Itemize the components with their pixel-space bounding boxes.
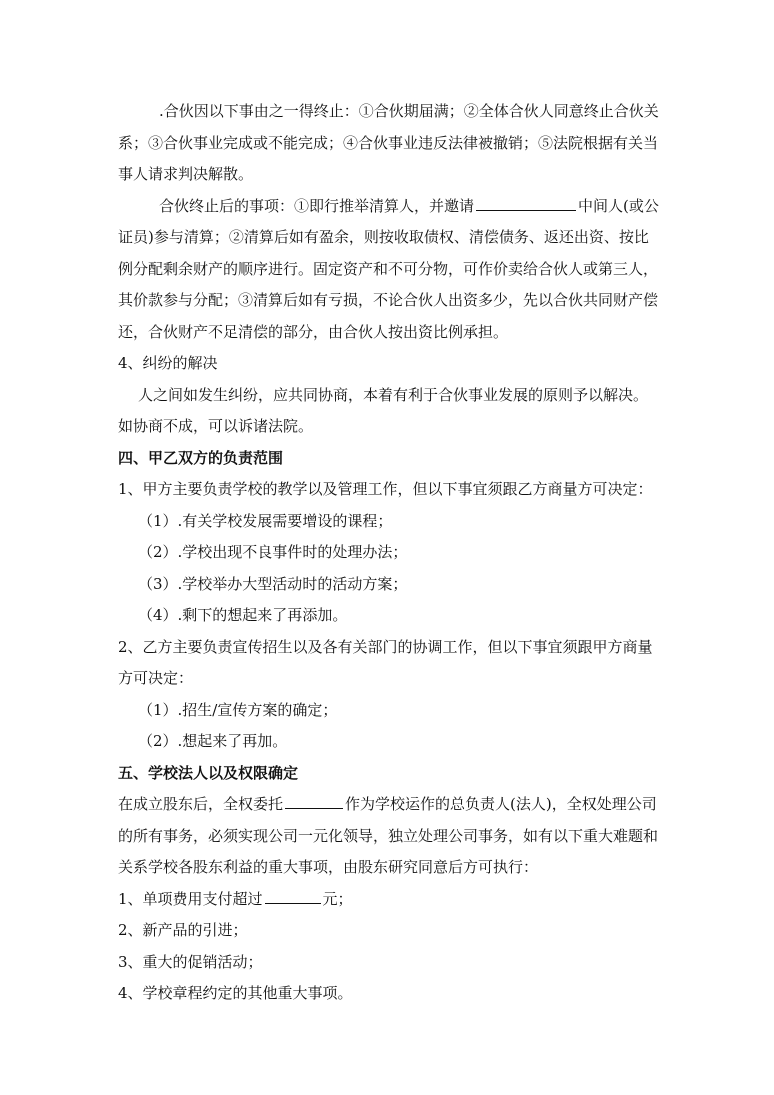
termination-reasons: .合伙因以下事由之一得终止：①合伙期届满；②全体合伙人同意终止合伙关系；③合伙事业完成或不能完成；④合伙事业违反法律被撤销；⑤法院根据有关当事人请求判决解散。 bbox=[118, 102, 659, 183]
dispute-heading: 4、纠纷的解决 bbox=[118, 354, 218, 372]
blank-line bbox=[476, 194, 576, 211]
section5-paragraph bbox=[118, 789, 660, 884]
section5-paragraph-part1: 在成立股东后，全权委托 bbox=[118, 795, 284, 813]
blank-line bbox=[285, 792, 343, 809]
section4-paragraph2: 2、乙方主要负责宣传招生以及各有关部门的协调工作，但以下事宜须跟甲方商量方可决定： bbox=[118, 637, 653, 687]
termination-after-part1: 合伙终止后的事项：①即行推举清算人，并邀请 bbox=[159, 196, 475, 215]
section5-item2: 2、新产品的引进； bbox=[118, 921, 248, 939]
section5-item1-part1: 1、单项费用支付超过 bbox=[118, 889, 263, 908]
blank-line bbox=[265, 887, 321, 904]
section5-item3: 3、重大的促销活动； bbox=[118, 952, 263, 971]
list-item: （2）.学校出现不良事件时的处理办法； bbox=[138, 543, 408, 561]
section4-heading: 四、甲乙双方的负责范围 bbox=[118, 448, 284, 467]
termination-after bbox=[118, 191, 660, 349]
section5-heading: 五、学校法人以及权限确定 bbox=[118, 763, 299, 782]
section5-paragraph-part2: 作为学校运作的总负责人(法人)，全权处理公司的所有事务，必须实现公司一元化领导，独立处理公司事务，如有以下重大难题和关系学校各股东利益的重大事项，由股东研究同意后方可执行： bbox=[118, 795, 659, 876]
document-body bbox=[118, 96, 660, 1010]
section5-item1-part2: 元； bbox=[322, 889, 353, 908]
list-item: （1）.招生/宣传方案的确定； bbox=[138, 700, 338, 719]
section5-item1 bbox=[118, 884, 660, 916]
section5-item4: 4、学校章程约定的其他重大事项。 bbox=[118, 984, 353, 1002]
list-item: （2）.想起来了再加。 bbox=[138, 732, 288, 750]
section4-paragraph1: 1、甲方主要负责学校的教学以及管理工作，但以下事宜须跟乙方商量方可决定： bbox=[118, 480, 653, 498]
list-item: （3）.学校举办大型活动时的活动方案； bbox=[138, 574, 408, 593]
termination-after-part2: 中间人(或公证员)参与清算；②清算后如有盈余，则按收取债权、清偿债务、返还出资、按比例分配剩余财产的顺序进行。固定资产和不可分物，可作价卖给合伙人或第三人，其价款参与分配；③清算后如有亏损，不论合伙人出资多少，先以合伙共同财产偿还，合伙财产不足清偿的部分，由合伙人按出资比例承担。 bbox=[118, 196, 659, 341]
list-item: （4）.剩下的想起来了再添加。 bbox=[138, 606, 348, 624]
list-item: （1）.有关学校发展需要增设的课程； bbox=[138, 511, 393, 530]
dispute-text: 人之间如发生纠纷，应共同协商，本着有利于合伙事业发展的原则予以解决。如协商不成，可以诉诸法院。 bbox=[118, 385, 649, 435]
